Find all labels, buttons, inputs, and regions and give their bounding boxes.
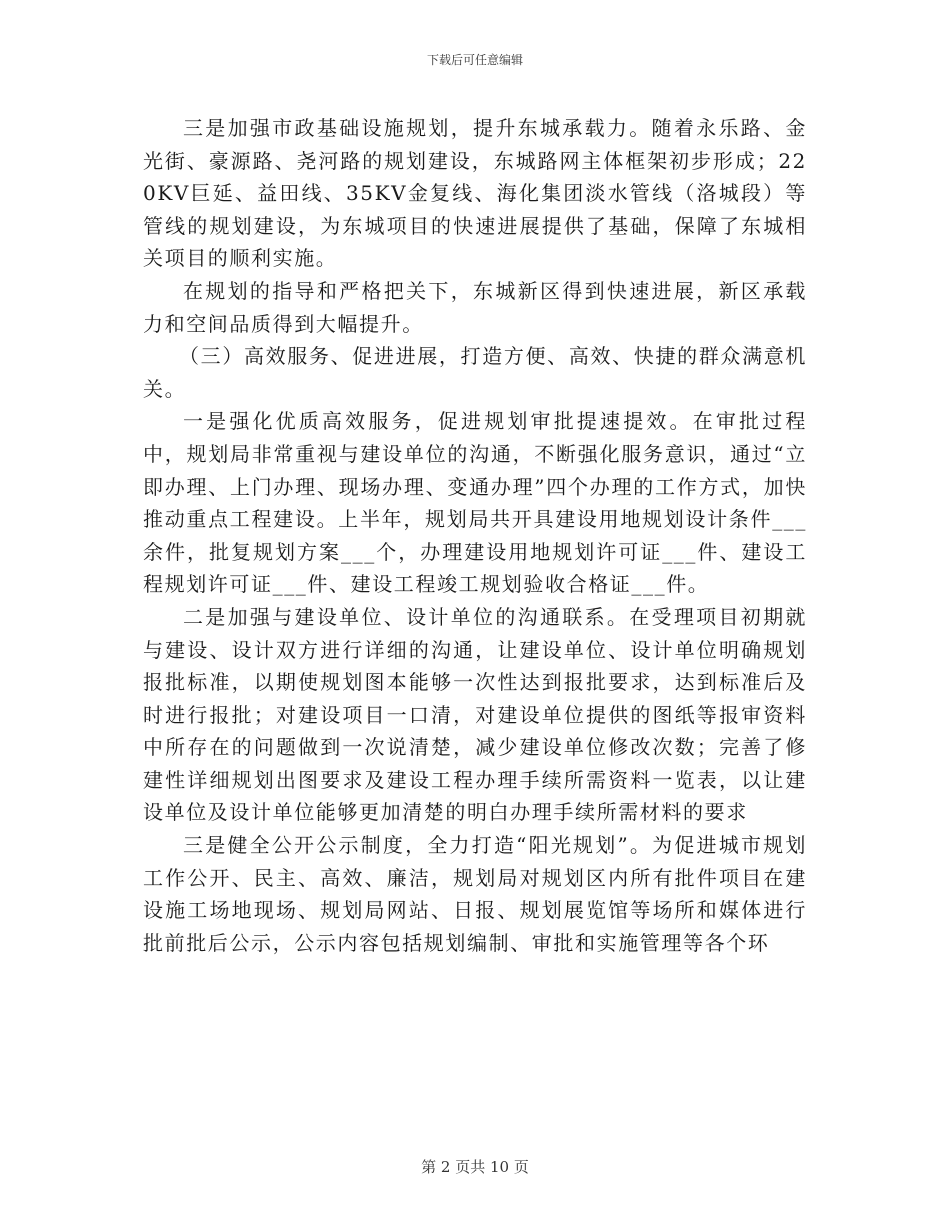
page-header: 下载后可任意编辑 (426, 53, 523, 67)
paragraph-new-district-progress: 在规划的指导和严格把关下，东城新区得到快速进展，新区承载力和空间品质得到大幅提升。 (143, 278, 807, 336)
paragraph-municipal-infrastructure: 三是加强市政基础设施规划，提升东城承载力。随着永乐路、金光街、豪源路、尧河路的规划建设，东城路网主体框架初步形成；220KV巨延、益田线、35KV金复线、海化集团淡水管线（洛城段）等管线的规划建设，为东城项目的快速进展提供了基础，保障了东城相关项目的顺利实施。 (143, 116, 807, 271)
paragraph-approval-efficiency: 一是强化优质高效服务，促进规划审批提速提效。在审批过程中，规划局非常重视与建设单位的沟通，不断强化服务意识，通过“立即办理、上门办理、现场办理、变通办理”四个办理的工作方式，加快推动重点工程建设。上半年，规划局共开具建设用地规划设计条件___余件，批复规划方案___个，办理建设用地规划许可证___件、建设工程规划许可证___件、建设工程竣工规划验收合格证___件。 (143, 409, 807, 597)
paragraph-communication-with-units: 二是加强与建设单位、设计单位的沟通联系。在受理项目初期就与建设、设计双方进行详细的沟通，让建设单位、设计单位明确规划报批标准，以期使规划图本能够一次性达到报批要求，达到标准后及时进行报批；对建设项目一口清，对建设单位提供的图纸等报审资料中所存在的问题做到一次说清楚，减少建设单位修改次数；完善了修建性详细规划出图要求及建设工程办理手续所需资料一览表，以让建设单位及设计单位能够更加清楚的明白办理手续所需材料的要求 (143, 604, 807, 825)
document-body (143, 112, 807, 959)
section-heading-efficient-service: （三）高效服务、促进进展，打造方便、高效、快捷的群众满意机关。 (143, 344, 807, 401)
page-footer: 第 2 页共 10 页 (421, 1158, 529, 1176)
paragraph-public-disclosure: 三是健全公开公示制度，全力打造“阳光规划”。为促进城市规划工作公开、民主、高效、廉洁，规划局对规划区内所有批件项目在建设施工场地现场、规划局网站、日报、规划展览馆等场所和媒体进行批前批后公示，公示内容包括规划编制、审批和实施管理等各个环 (143, 833, 807, 955)
